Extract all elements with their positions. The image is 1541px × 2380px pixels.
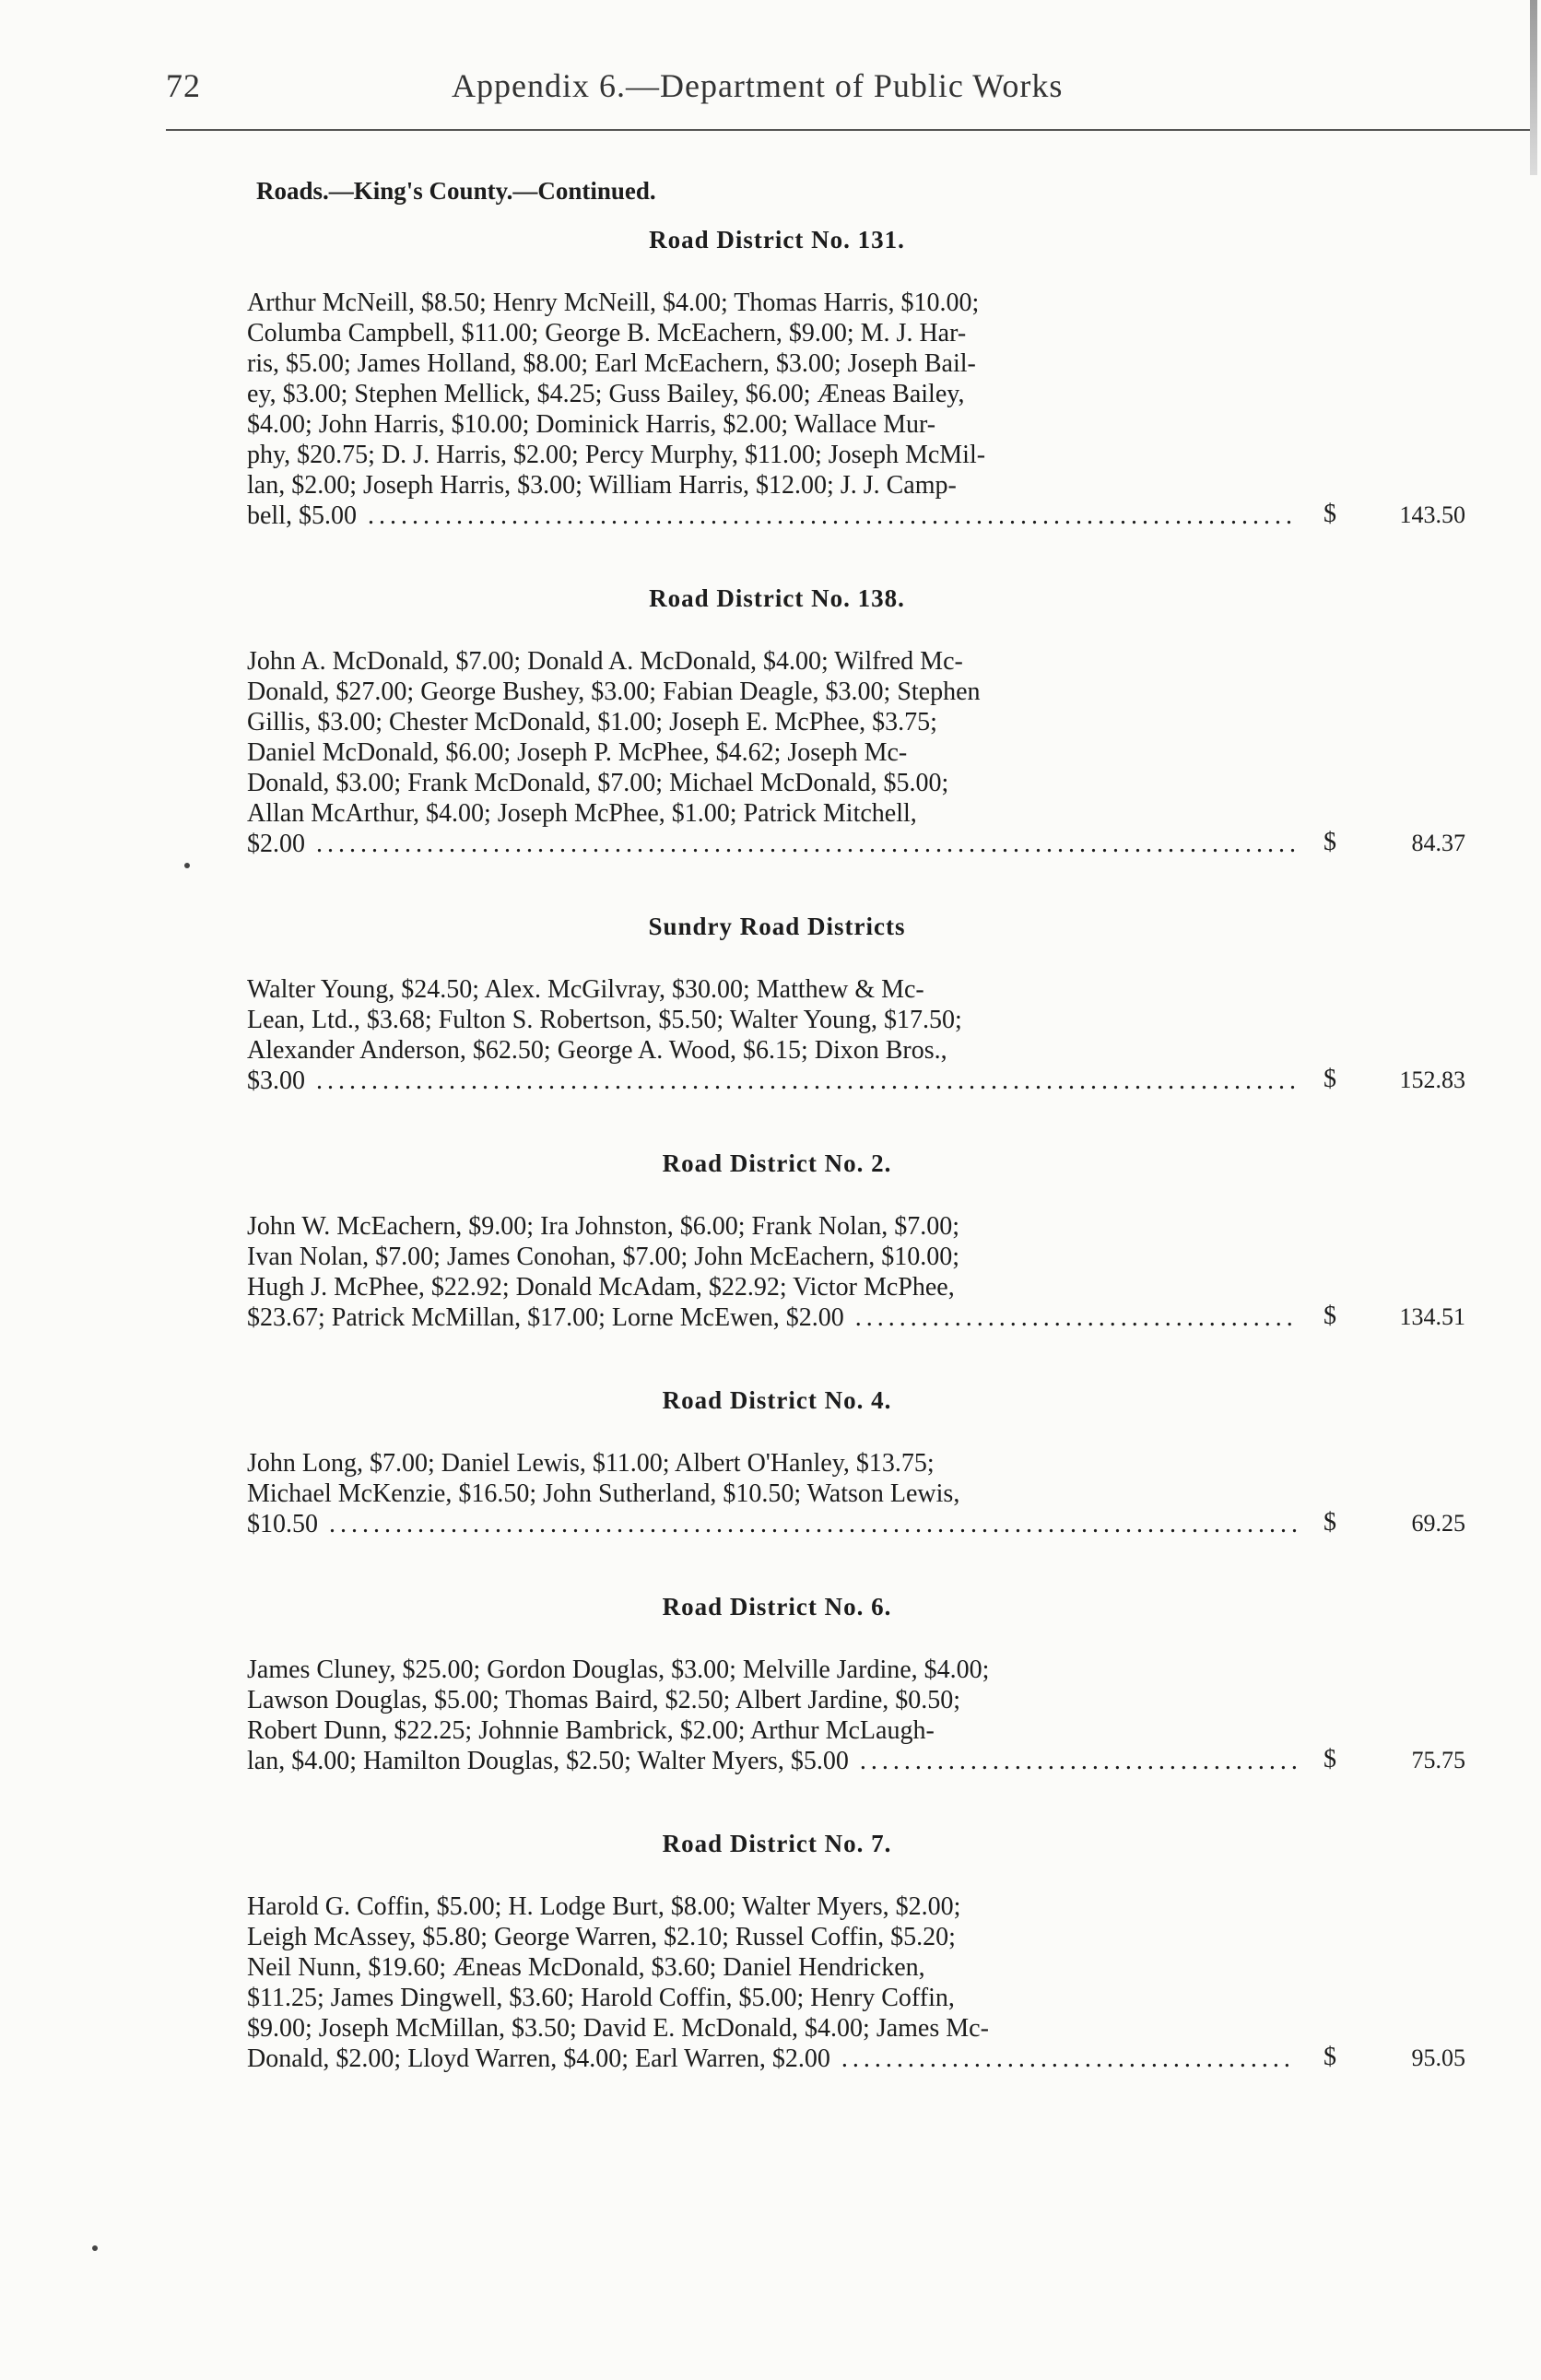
dot-leader: ......................................................................................... xyxy=(305,830,1300,858)
dot-leader: ......................................... xyxy=(829,2044,1295,2073)
road-district-section xyxy=(247,913,1471,1096)
section-total-amount: 152.83 xyxy=(1399,1066,1465,1093)
payee-list-text: Arthur McNeill, $8.50; Henry McNeill, $4.00; Thomas Harris, $10.00; Columba Campbell, $11.00; George B. McEachern, $9.00; M. J. Har- ris, $5.00; James Holland, $8.00; Earl McEachern, $3.00; Joseph Bail- ey, $3.00; Stephen Mellick, $4.25; Guss Bailey, $6.00; Æneas Bailey, $4.00; John Harris, $10.00; Dominick Harris, $2.00; Wallace Mur- phy, $20.75; D. J. Harris, $2.00; Percy Murphy, $11.00; Joseph McMil- lan, $2.00; Joseph Harris, $3.00; William Harris, $12.00; J. J. Camp- bell, $5.00 .................................................................................... xyxy=(247,289,1297,530)
dollar-sign: $ xyxy=(1323,500,1336,528)
dollar-sign: $ xyxy=(1323,1302,1336,1330)
dollar-sign: $ xyxy=(1323,1745,1336,1773)
section-total-amount: 95.05 xyxy=(1411,2044,1465,2071)
road-district-section xyxy=(247,1149,1471,1333)
section-total-amount: 75.75 xyxy=(1411,1747,1465,1773)
dollar-sign: $ xyxy=(1323,1508,1336,1537)
road-district-section xyxy=(247,1830,1471,2074)
road-district-section xyxy=(247,1593,1471,1776)
page-body xyxy=(247,177,1471,2127)
payee-entry xyxy=(247,1891,1471,2074)
section-title: Road District No. 7. xyxy=(662,1830,892,1857)
page-edge-mark xyxy=(1530,0,1537,175)
sections-list xyxy=(247,226,1471,2074)
payee-list-text: John W. McEachern, $9.00; Ira Johnston, $6.00; Frank Nolan, $7.00; Ivan Nolan, $7.00; James Conohan, $7.00; John McEachern, $10.00; Hugh J. McPhee, $22.92; Donald McAdam, $22.92; Victor McPhee, $23.67; Patrick McMillan, $17.00; Lorne McEwen, $2.00 ........................................ xyxy=(247,1212,1298,1332)
page-number: 72 xyxy=(166,67,201,104)
dot-leader: ......................................................................................... xyxy=(305,1066,1300,1095)
header-rule xyxy=(166,129,1530,131)
payee-entry xyxy=(247,1211,1471,1333)
dot-leader: .................................................................................... xyxy=(357,501,1297,530)
scan-speck xyxy=(92,2245,98,2251)
payee-entry xyxy=(247,646,1471,859)
section-title: Road District No. 2. xyxy=(662,1149,892,1177)
dot-leader: ........................................................................................ xyxy=(318,1510,1302,1538)
payee-entry xyxy=(247,288,1471,531)
payee-list-text: John Long, $7.00; Daniel Lewis, $11.00; Albert O'Hanley, $13.75; Michael McKenzie, $16.50; John Sutherland, $10.50; Watson Lewis, $10.50 ........................................................................................ xyxy=(247,1449,1302,1538)
payee-entry xyxy=(247,974,1471,1096)
section-title: Road District No. 6. xyxy=(662,1593,892,1620)
continued-heading: Roads.—King's County.—Continued. xyxy=(256,177,656,205)
dot-leader: ........................................ xyxy=(848,1747,1302,1775)
section-total-amount: 84.37 xyxy=(1411,830,1465,856)
dot-leader: ........................................ xyxy=(843,1303,1298,1332)
section-title: Road District No. 131. xyxy=(649,226,905,253)
dollar-sign: $ xyxy=(1323,2043,1336,2071)
section-title: Sundry Road Districts xyxy=(648,913,906,940)
payee-entry xyxy=(247,1448,1471,1539)
payee-list-text: Walter Young, $24.50; Alex. McGilvray, $30.00; Matthew & Mc- Lean, Ltd., $3.68; Fulton S. Robertson, $5.50; Walter Young, $17.50; Alexander Anderson, $62.50; George A. Wood, $6.15; Dixon Bros., $3.00 ......................................................................................... xyxy=(247,975,1300,1095)
road-district-section xyxy=(247,1386,1471,1539)
payee-list-text: Harold G. Coffin, $5.00; H. Lodge Burt, $8.00; Walter Myers, $2.00; Leigh McAssey, $5.80; George Warren, $2.10; Russel Coffin, $5.20; Neil Nunn, $19.60; Æneas McDonald, $3.60; Daniel Hendricken, $11.25; James Dingwell, $3.60; Harold Coffin, $5.00; Henry Coffin, $9.00; Joseph McMillan, $3.50; David E. McDonald, $4.00; James Mc- Donald, $2.00; Lloyd Warren, $4.00; Earl Warren, $2.00 ......................................... xyxy=(247,1892,1295,2073)
dollar-sign: $ xyxy=(1323,1065,1336,1093)
section-total-amount: 143.50 xyxy=(1399,501,1465,528)
section-title: Road District No. 138. xyxy=(649,584,905,612)
payee-list-text: John A. McDonald, $7.00; Donald A. McDonald, $4.00; Wilfred Mc- Donald, $27.00; George Bushey, $3.00; Fabian Deagle, $3.00; Stephen Gillis, $3.00; Chester McDonald, $1.00; Joseph E. McPhee, $3.75; Daniel McDonald, $6.00; Joseph P. McPhee, $4.62; Joseph Mc- Donald, $3.00; Frank McDonald, $7.00; Michael McDonald, $5.00; Allan McArthur, $4.00; Joseph McPhee, $1.00; Patrick Mitchell, $2.00 ......................................................................................... xyxy=(247,647,1300,858)
section-total-amount: 134.51 xyxy=(1399,1303,1465,1330)
scan-speck xyxy=(184,863,190,868)
payee-entry xyxy=(247,1655,1471,1776)
dollar-sign: $ xyxy=(1323,828,1336,856)
running-head: Appendix 6.—Department of Public Works xyxy=(452,67,1064,104)
road-district-section xyxy=(247,226,1471,531)
section-title: Road District No. 4. xyxy=(662,1386,892,1414)
road-district-section xyxy=(247,584,1471,859)
payee-list-text: James Cluney, $25.00; Gordon Douglas, $3.00; Melville Jardine, $4.00; Lawson Douglas, $5.00; Thomas Baird, $2.50; Albert Jardine, $0.50; Robert Dunn, $22.25; Johnnie Bambrick, $2.00; Arthur McLaugh- lan, $4.00; Hamilton Douglas, $2.50; Walter Myers, $5.00 ........................................ xyxy=(247,1655,1302,1775)
section-total-amount: 69.25 xyxy=(1411,1510,1465,1537)
